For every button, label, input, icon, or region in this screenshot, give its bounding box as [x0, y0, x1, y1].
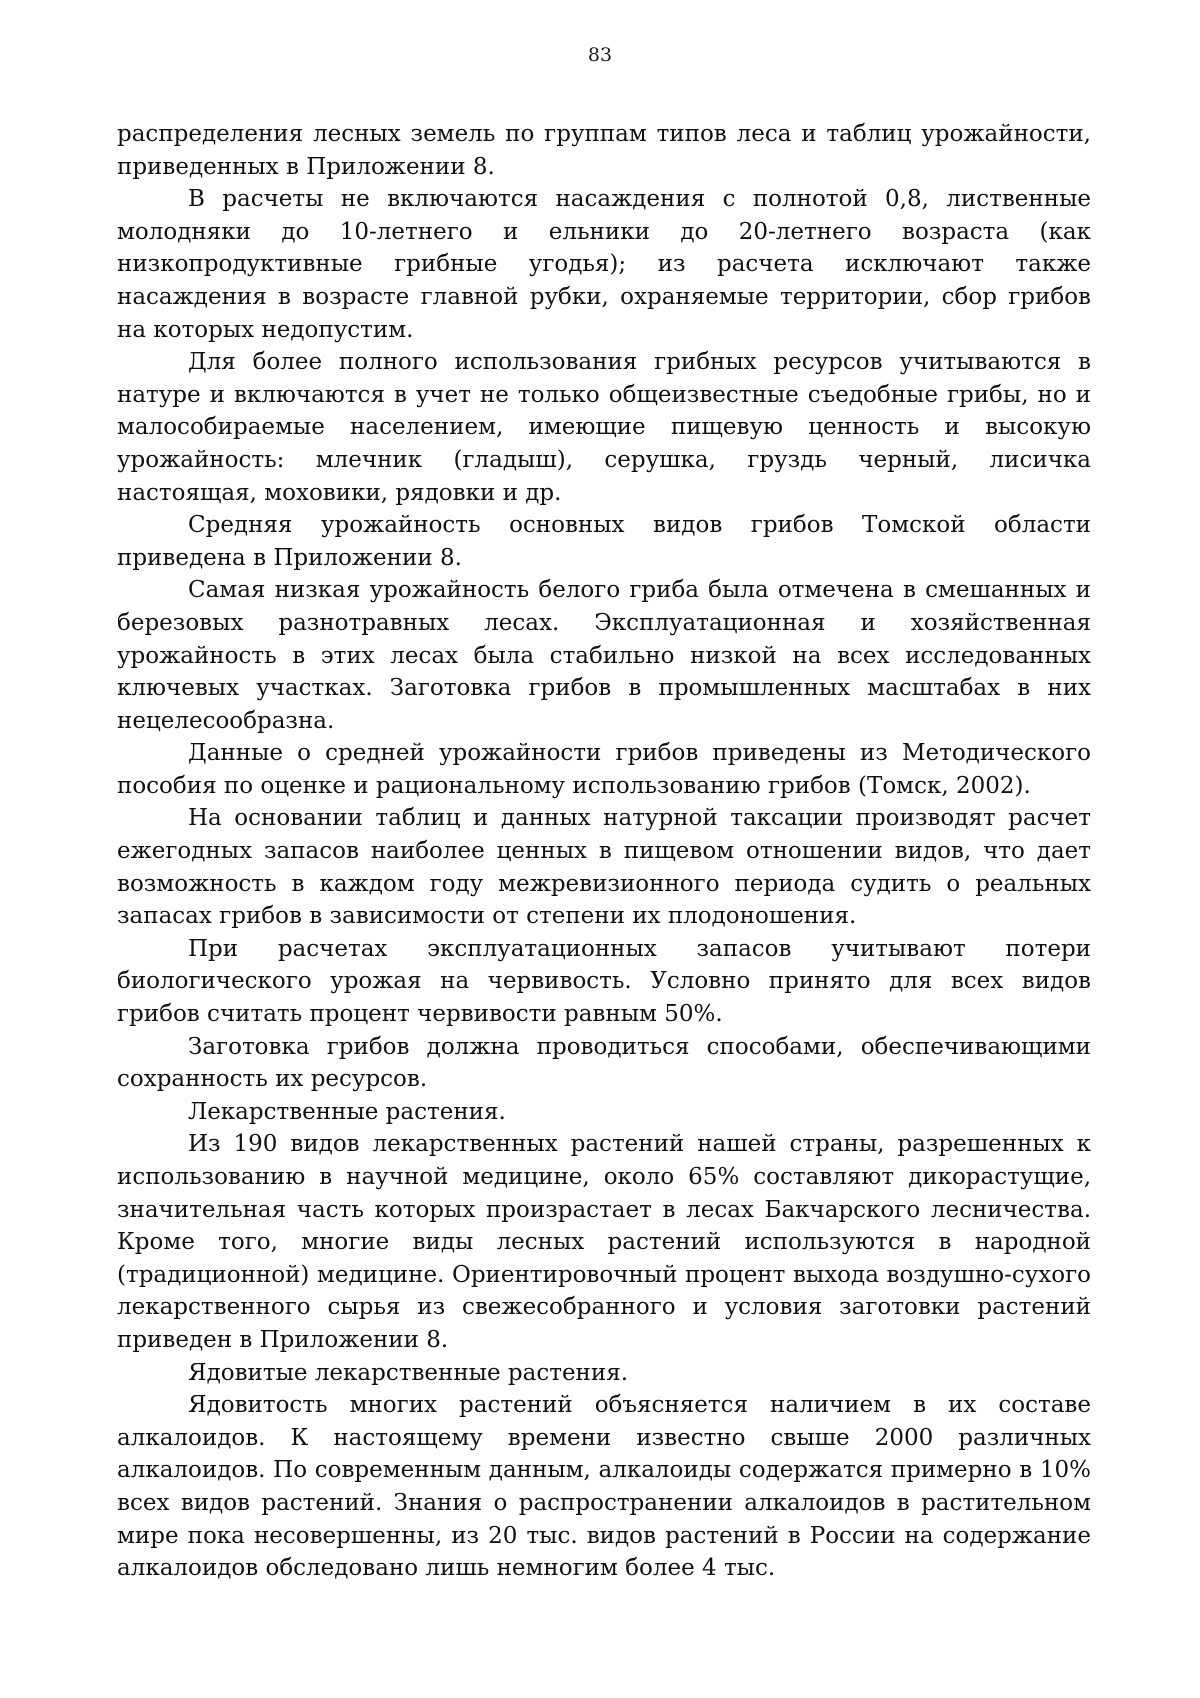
paragraph-continuation: распределения лесных земель по группам типов леса и таблиц урожайности, приведенных в Приложении 8.: [117, 121, 1091, 180]
paragraph-exclusions: В расчеты не включаются насаждения с полнотой 0,8, лиственные молодняки до 10-летнего и ельники до 20-летнего возраста (как низкопродуктивные грибные угодья); из расчета исключают также насаждения в возрасте главной рубки, охраняемые территории, сбор грибов на которых недопустим.: [117, 186, 1091, 343]
text-body: [117, 118, 1091, 1585]
paragraph-data-source: Данные о средней урожайности грибов приведены из Методического пособия по оценке и рациональному использованию грибов (Томск, 2002).: [117, 740, 1091, 799]
paragraph-average-yield: Средняя урожайность основных видов грибов Томской области приведена в Приложении 8.: [117, 512, 1091, 571]
page-number: 83: [587, 44, 613, 66]
paragraph-annual-reserves: На основании таблиц и данных натурной таксации производят расчет ежегодных запасов наиболее ценных в пищевом отношении видов, что дает возможность в каждом году межревизионного периода судить о реальных запасах грибов в зависимости от степени их плодоношения.: [117, 805, 1091, 930]
paragraph-medicinal-plants: Из 190 видов лекарственных растений нашей страны, разрешенных к использованию в научной медицине, около 65% составляют дикорастущие, значительная часть которых произрастает в лесах Бакчарского лесничества. Кроме того, многие виды лесных растений используются в народной (традиционной) медицине. Ориентировочный процент выхода воздушно-сухого лекарственного сырья из свежесобранного и условия заготовки растений приведен в Приложении 8.: [117, 1131, 1091, 1353]
paragraph-alkaloids: Ядовитость многих растений объясняется наличием в их составе алкалоидов. К настоящему времени известно свыше 2000 различных алкалоидов. По современным данным, алкалоиды содержатся примерно в 10% всех видов растений. Знания о распространении алкалоидов в растительном мире пока несовершенны, из 20 тыс. видов растений в России на содержание алкалоидов обследовано лишь немногим более 4 тыс.: [117, 1392, 1091, 1582]
paragraph-worminess: При расчетах эксплуатационных запасов учитывают потери биологического урожая на червивость. Условно принято для всех видов грибов считать процент червивости равным 50%.: [117, 935, 1091, 1028]
paragraph-harvest-methods: Заготовка грибов должна проводиться способами, обеспечивающими сохранность их ресурсов.: [117, 1033, 1091, 1093]
paragraph-lowest-yield: Самая низкая урожайность белого гриба была отмечена в смешанных и березовых разнотравных лесах. Эксплуатационная и хозяйственная урожайность в этих лесах была стабильно низкой на всех исследованных ключевых участках. Заготовка грибов в промышленных масштабах в них нецелесообразна.: [117, 577, 1091, 734]
heading-poisonous-plants: Ядовитые лекарственные растения.: [188, 1359, 629, 1386]
heading-medicinal-plants: Лекарственные растения.: [188, 1098, 506, 1125]
paragraph-mushroom-resources: Для более полного использования грибных ресурсов учитываются в натуре и включаются в учет не только общеизвестные съедобные грибы, но и малособираемые населением, имеющие пищевую ценность и высокую урожайность: млечник (гладыш), серушка, груздь черный, лисичка настоящая, моховики, рядовки и др.: [117, 349, 1091, 506]
